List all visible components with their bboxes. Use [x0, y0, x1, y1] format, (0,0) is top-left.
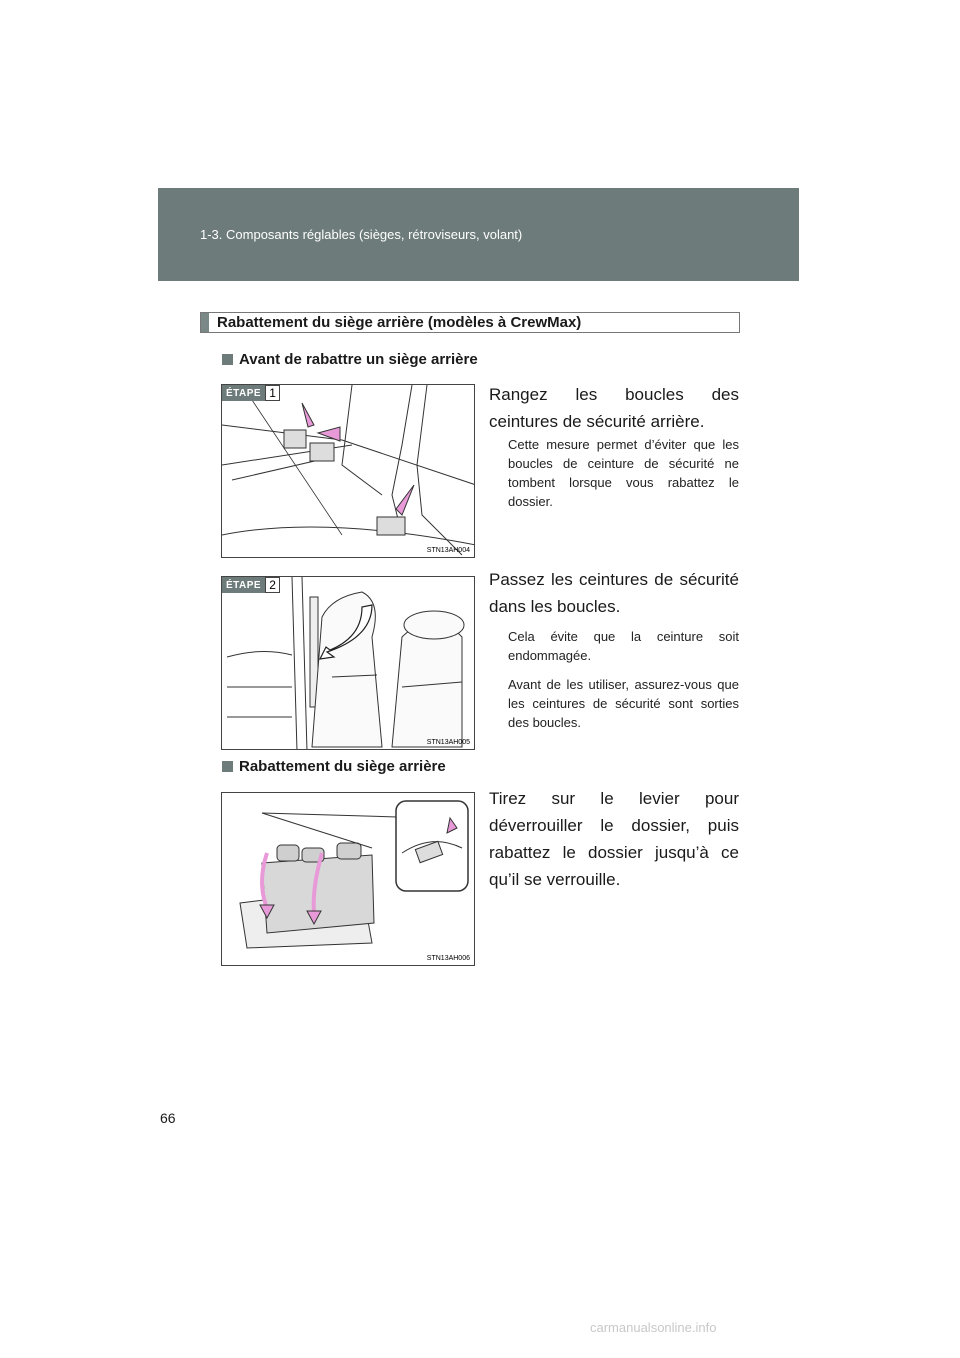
- step3-instruction: Tirez sur le levier pour déverrouiller le dossier, puis rabattez le dossier jusqu’à ce qu’il se verrouille.: [489, 789, 739, 889]
- square-bullet-icon: [222, 761, 233, 772]
- figure-step3: [221, 792, 475, 966]
- step2-badge: [222, 577, 280, 593]
- watermark: carmanualsonline.info: [590, 1320, 717, 1335]
- step1-instruction: Rangez les boucles des ceintures de sécurité arrière.: [489, 385, 739, 431]
- section-title-box: [200, 312, 740, 333]
- seat-belt-buckle-illustration: [222, 385, 475, 558]
- figure-code: STN13AH005: [426, 739, 470, 746]
- subheading-text: Avant de rabattre un siège arrière: [239, 351, 478, 368]
- step2-instruction: Passez les ceintures de sécurité dans les boucles.: [489, 570, 739, 616]
- section-title: Rabattement du siège arrière (modèles à CrewMax): [217, 314, 582, 331]
- step2-note1: Cela évite que la ceinture soit endommagée.: [508, 629, 739, 663]
- step-number: 1: [265, 385, 280, 401]
- square-bullet-icon: [222, 354, 233, 365]
- chapter-title: 1-3. Composants réglables (sièges, rétroviseurs, volant): [200, 227, 523, 242]
- rear-seat-folding-illustration: [222, 793, 475, 966]
- figure-step2: [221, 576, 475, 750]
- figure-step1: [221, 384, 475, 558]
- step-label: ÉTAPE: [222, 385, 265, 401]
- step1-note: Cette mesure permet d’éviter que les boucles de ceinture de sécurité ne tombent lorsque vous rabattez le dossier.: [508, 437, 739, 509]
- seat-belt-through-buckle-illustration: [222, 577, 475, 750]
- subheading-before-folding: [222, 351, 478, 368]
- figure-code: STN13AH006: [426, 955, 470, 962]
- figure-code: STN13AH004: [426, 547, 470, 554]
- subheading-text: Rabattement du siège arrière: [239, 758, 446, 775]
- step1-badge: [222, 385, 280, 401]
- step-label: ÉTAPE: [222, 577, 265, 593]
- step-number: 2: [265, 577, 280, 593]
- section-title-marker: [201, 313, 209, 332]
- step2-note2: Avant de les utiliser, assurez-vous que les ceintures de sécurité sont sorties des boucles.: [508, 677, 739, 730]
- page-number: 66: [160, 1110, 176, 1126]
- subheading-folding: [222, 758, 446, 775]
